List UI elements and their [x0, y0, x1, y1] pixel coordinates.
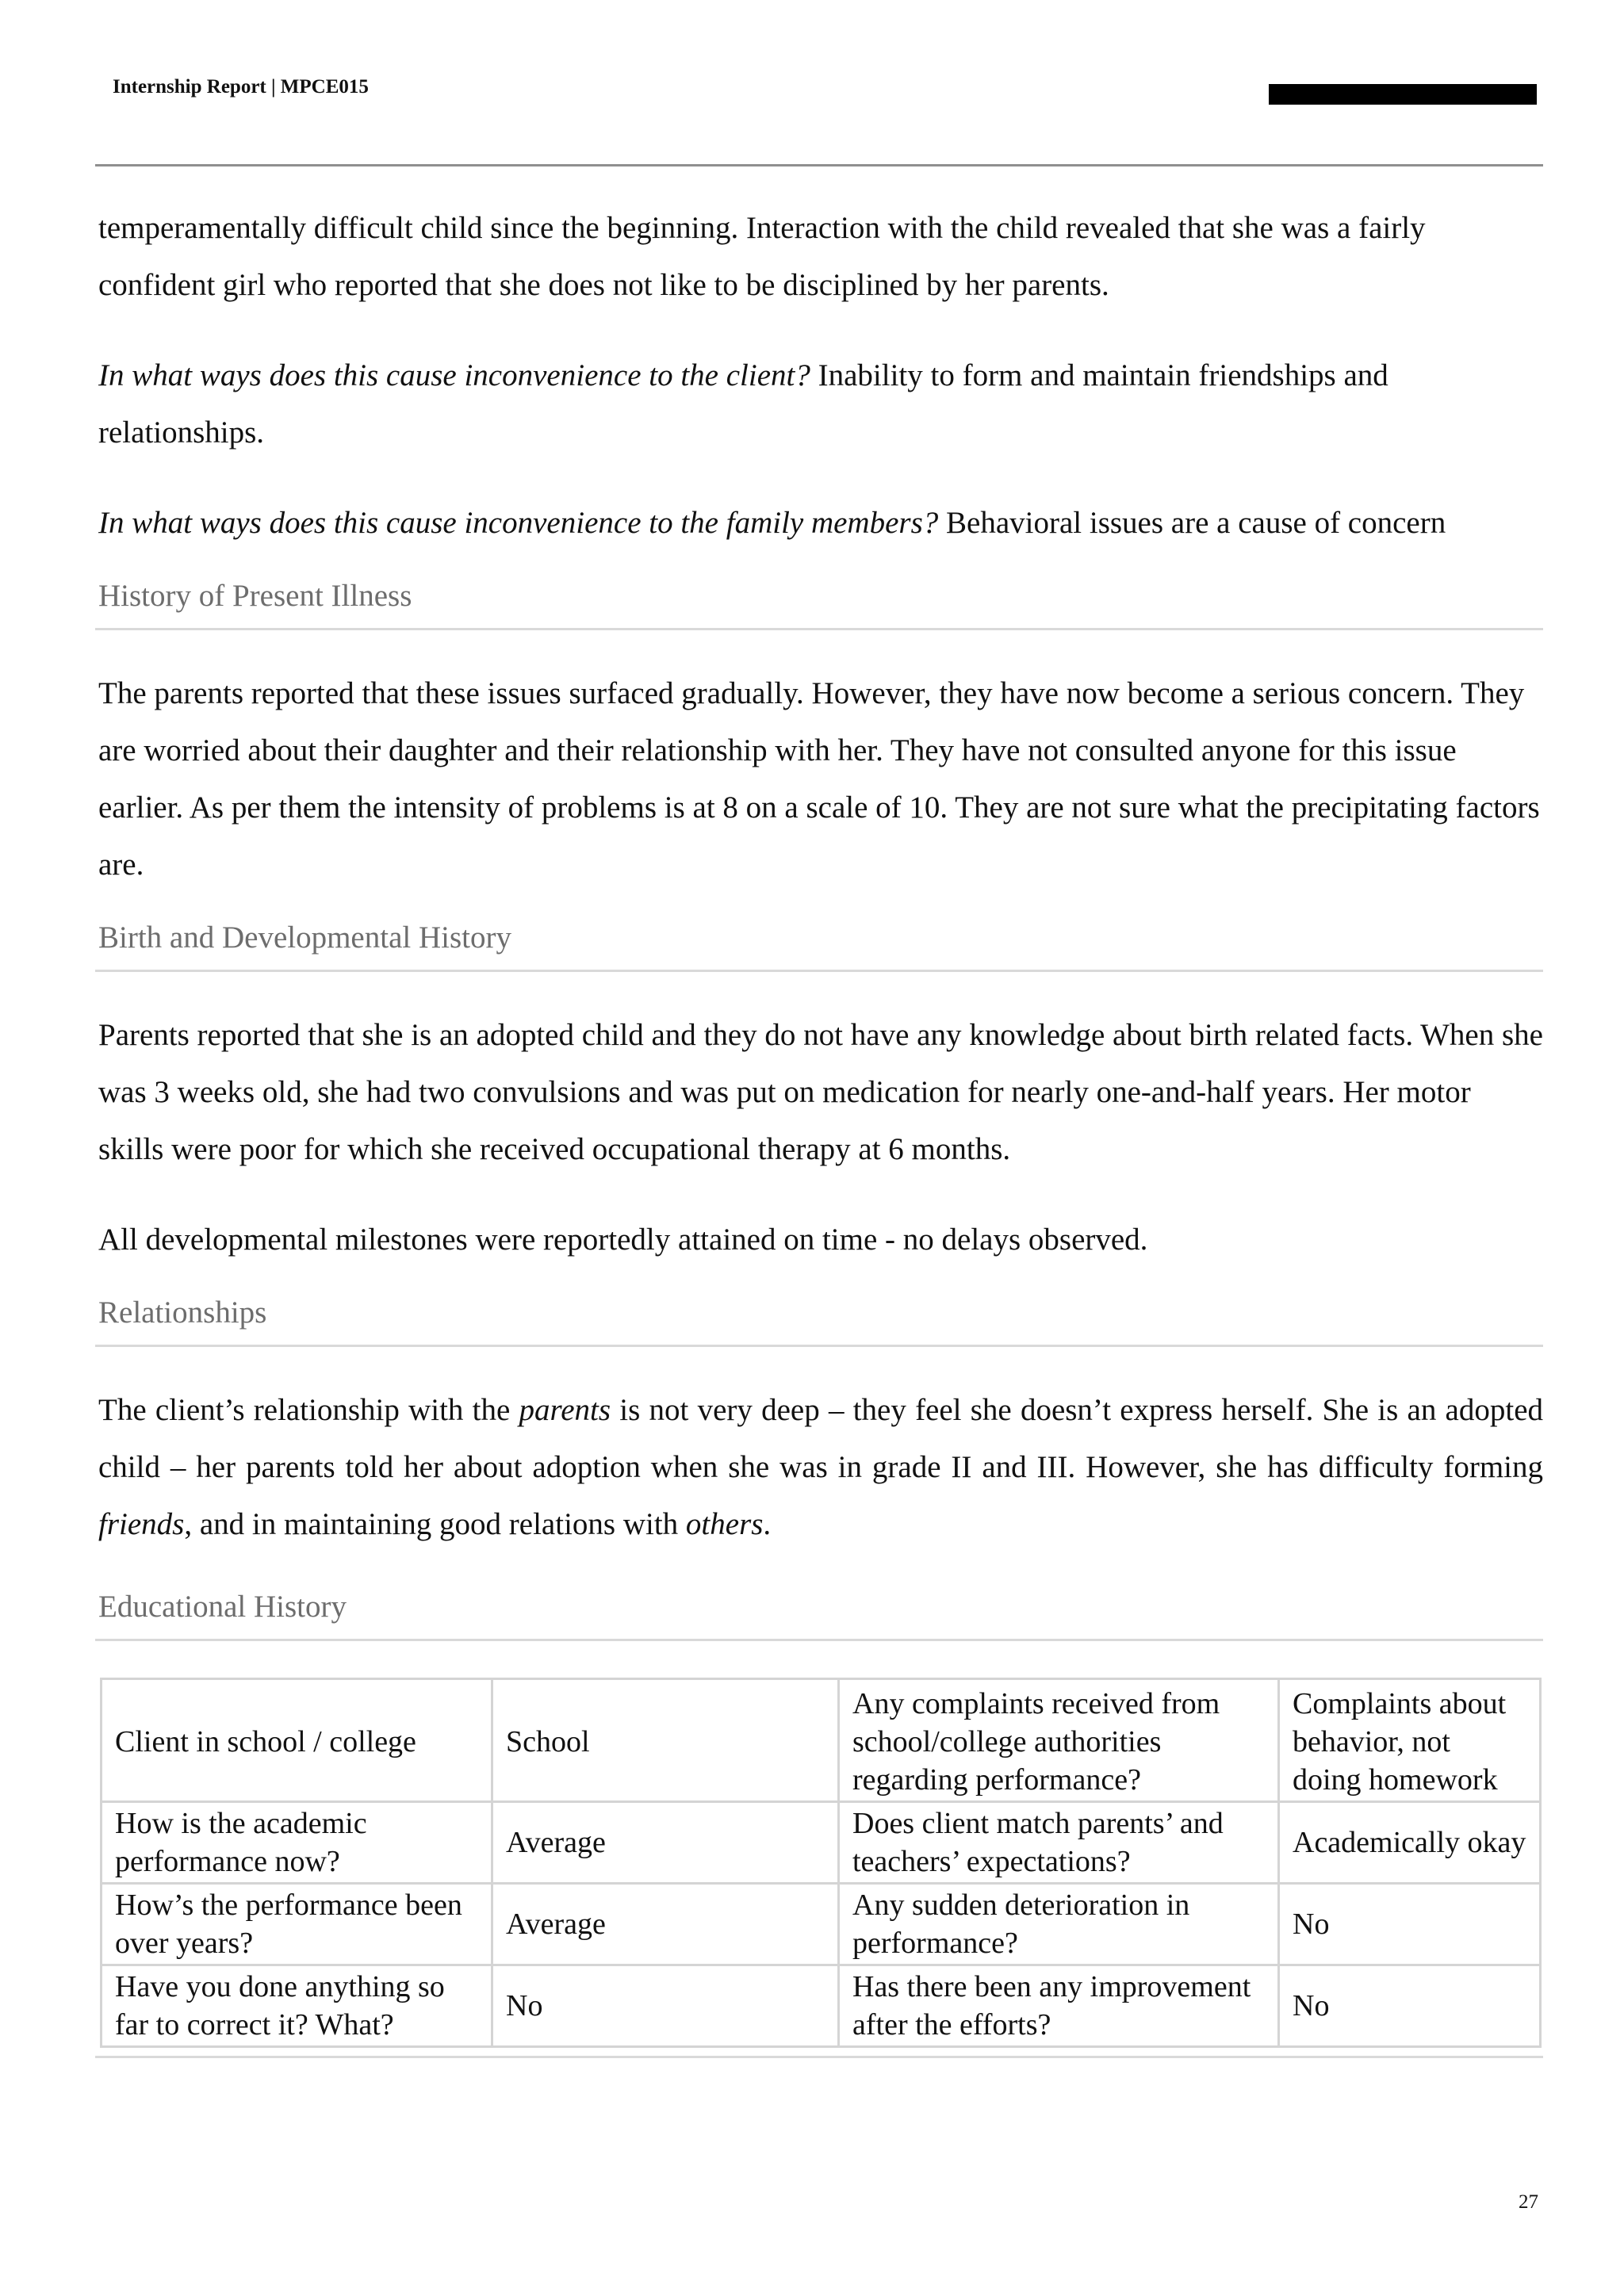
relationships-emphasis-friends: friends: [98, 1507, 185, 1541]
paragraph-family-inconvenience: [98, 495, 1543, 552]
relationships-text: , and in maintaining good relations with: [184, 1507, 686, 1541]
table-cell: How is the academic performance now?: [102, 1802, 492, 1884]
paragraph-continuation: temperamentally difficult child since the beginning. Interaction with the child revealed that she was a fairly confident girl who reported that she does not like to be disciplined by her parents.: [98, 211, 1426, 302]
table-cell: School: [492, 1679, 839, 1802]
table-cell: Any sudden deterioration in performance?: [839, 1884, 1279, 1965]
table-cell: Any complaints received from school/college authorities regarding performance?: [839, 1679, 1279, 1802]
table-bottom-divider: [95, 2056, 1543, 2058]
redaction-bar: [1269, 84, 1537, 105]
table-cell: Client in school / college: [102, 1679, 492, 1802]
relationships-emphasis-others: others: [685, 1507, 764, 1541]
table-cell: Does client match parents’ and teachers’ expectations?: [839, 1802, 1279, 1884]
report-header-title: Internship Report | MPCE015: [113, 76, 369, 98]
question-client-inconvenience: In what ways does this cause inconvenience to the client?: [98, 358, 810, 392]
section-divider: [95, 628, 1543, 630]
heading-relationships: Relationships: [98, 1295, 267, 1330]
paragraph-relationships: [98, 1382, 1543, 1553]
heading-developmental-history: Birth and Developmental History: [98, 920, 511, 955]
relationships-emphasis-parents: parents: [519, 1393, 611, 1427]
answer-family-inconvenience: Behavioral issues are a cause of concern: [938, 506, 1446, 540]
paragraph-present-illness: The parents reported that these issues surfaced gradually. However, they have now become a serious concern. They are worried about their daughter and their relationship with her. They have not consulted anyone for this issue earlier. As per them the intensity of problems is at 8 on a scale of 10. They are not sure what the precipitating factors are.: [98, 676, 1540, 882]
table-cell: How’s the performance been over years?: [102, 1884, 492, 1965]
heading-present-illness: History of Present Illness: [98, 579, 412, 613]
page-number: 27: [1519, 2191, 1538, 2213]
table-row: [102, 1884, 1541, 1965]
table-cell: No: [492, 1965, 839, 2047]
section-divider: [95, 1345, 1543, 1347]
table-cell: Has there been any improvement after the efforts?: [839, 1965, 1279, 2047]
heading-educational-history: Educational History: [98, 1590, 347, 1624]
question-family-inconvenience: In what ways does this cause inconvenience to the family members?: [98, 506, 939, 540]
table-cell: Academically okay: [1279, 1802, 1541, 1884]
section-divider: [95, 970, 1543, 972]
relationships-text: .: [763, 1507, 772, 1541]
table-row: [102, 1679, 1541, 1802]
header-divider: [95, 164, 1543, 166]
paragraph-client-inconvenience: [98, 347, 1543, 461]
relationships-text: is not very deep – they feel she doesn’t express herself. She is an adopted child – her parents told her about adoption when she was in grade II and III. However, she has difficulty forming: [98, 1393, 1543, 1484]
table-cell: No: [1279, 1965, 1541, 2047]
answer-client-inconvenience: Inability to form and maintain friendships and relationships.: [98, 358, 1388, 450]
relationships-text: The client’s relationship with the: [98, 1393, 519, 1427]
section-divider: [95, 1639, 1543, 1641]
table-cell: Average: [492, 1802, 839, 1884]
page-content: [98, 200, 1543, 2058]
table-cell: Complaints about behavior, not doing homework: [1279, 1679, 1541, 1802]
educational-history-table: [100, 1678, 1542, 2048]
table-cell: Average: [492, 1884, 839, 1965]
table-cell: Have you done anything so far to correct it? What?: [102, 1965, 492, 2047]
table-cell: No: [1279, 1884, 1541, 1965]
table-row: [102, 1965, 1541, 2047]
paragraph-developmental-1: Parents reported that she is an adopted child and they do not have any knowledge about birth related facts. When she was 3 weeks old, she had two convulsions and was put on medication for nearly one-and-half years. Her motor skills were poor for which she received occupational therapy at 6 months.: [98, 1018, 1543, 1166]
paragraph-developmental-2: All developmental milestones were reportedly attained on time - no delays observed.: [98, 1223, 1148, 1257]
table-row: [102, 1802, 1541, 1884]
